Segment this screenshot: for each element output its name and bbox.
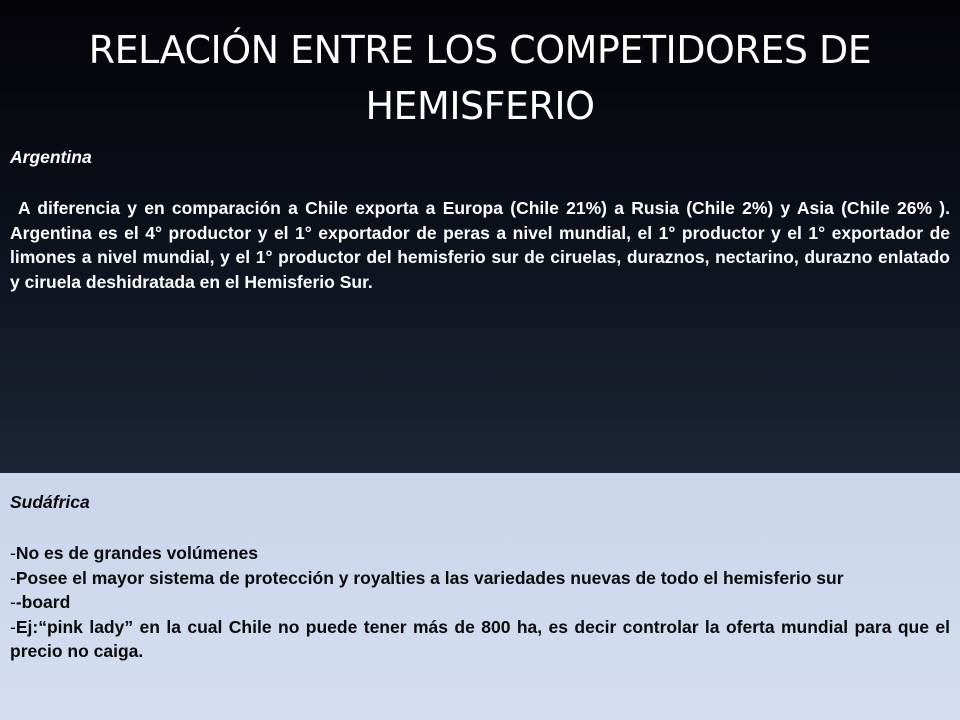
argentina-section <box>10 144 950 294</box>
list-item-text: Posee el mayor sistema de protección y royalties a las variedades nuevas de todo el hemisferio sur <box>15 567 844 588</box>
dash-marker: - <box>10 616 16 637</box>
slide-title: RELACIÓN ENTRE LOS COMPETIDORES DE HEMISFERIO <box>88 28 872 128</box>
list-item <box>10 566 950 591</box>
sudafrica-heading: Sudáfrica <box>10 492 90 512</box>
sudafrica-section <box>10 489 950 664</box>
dash-marker: - <box>10 567 16 588</box>
dash-marker: - <box>10 543 16 563</box>
list-item <box>10 615 950 664</box>
dash-marker: - <box>10 592 16 612</box>
argentina-heading: Argentina <box>10 147 92 167</box>
list-item <box>10 590 950 615</box>
sudafrica-list <box>10 541 950 664</box>
list-item <box>10 541 950 566</box>
list-item-text: -board <box>15 592 71 612</box>
list-item-text: No es de grandes volúmenes <box>15 543 258 563</box>
bottom-panel <box>0 473 960 720</box>
list-item-text: Ej:“pink lady” en la cual Chile no puede tener más de 800 ha, es decir controlar la oferta mundial para que el precio no caiga. <box>10 616 950 661</box>
argentina-paragraph: A diferencia y en comparación a Chile exporta a Europa (Chile 21%) a Rusia (Chile 2%) y Asia (Chile 26% ). Argentina es el 4° productor y el 1° exportador de peras a nivel mundial, el 1° productor y el 1° exportador de limones a nivel mundial, y el 1° productor del hemisferio sur de ciruelas, duraznos, nectarino, durazno enlatado y ciruela deshidratada en el Hemisferio Sur. <box>10 198 950 292</box>
